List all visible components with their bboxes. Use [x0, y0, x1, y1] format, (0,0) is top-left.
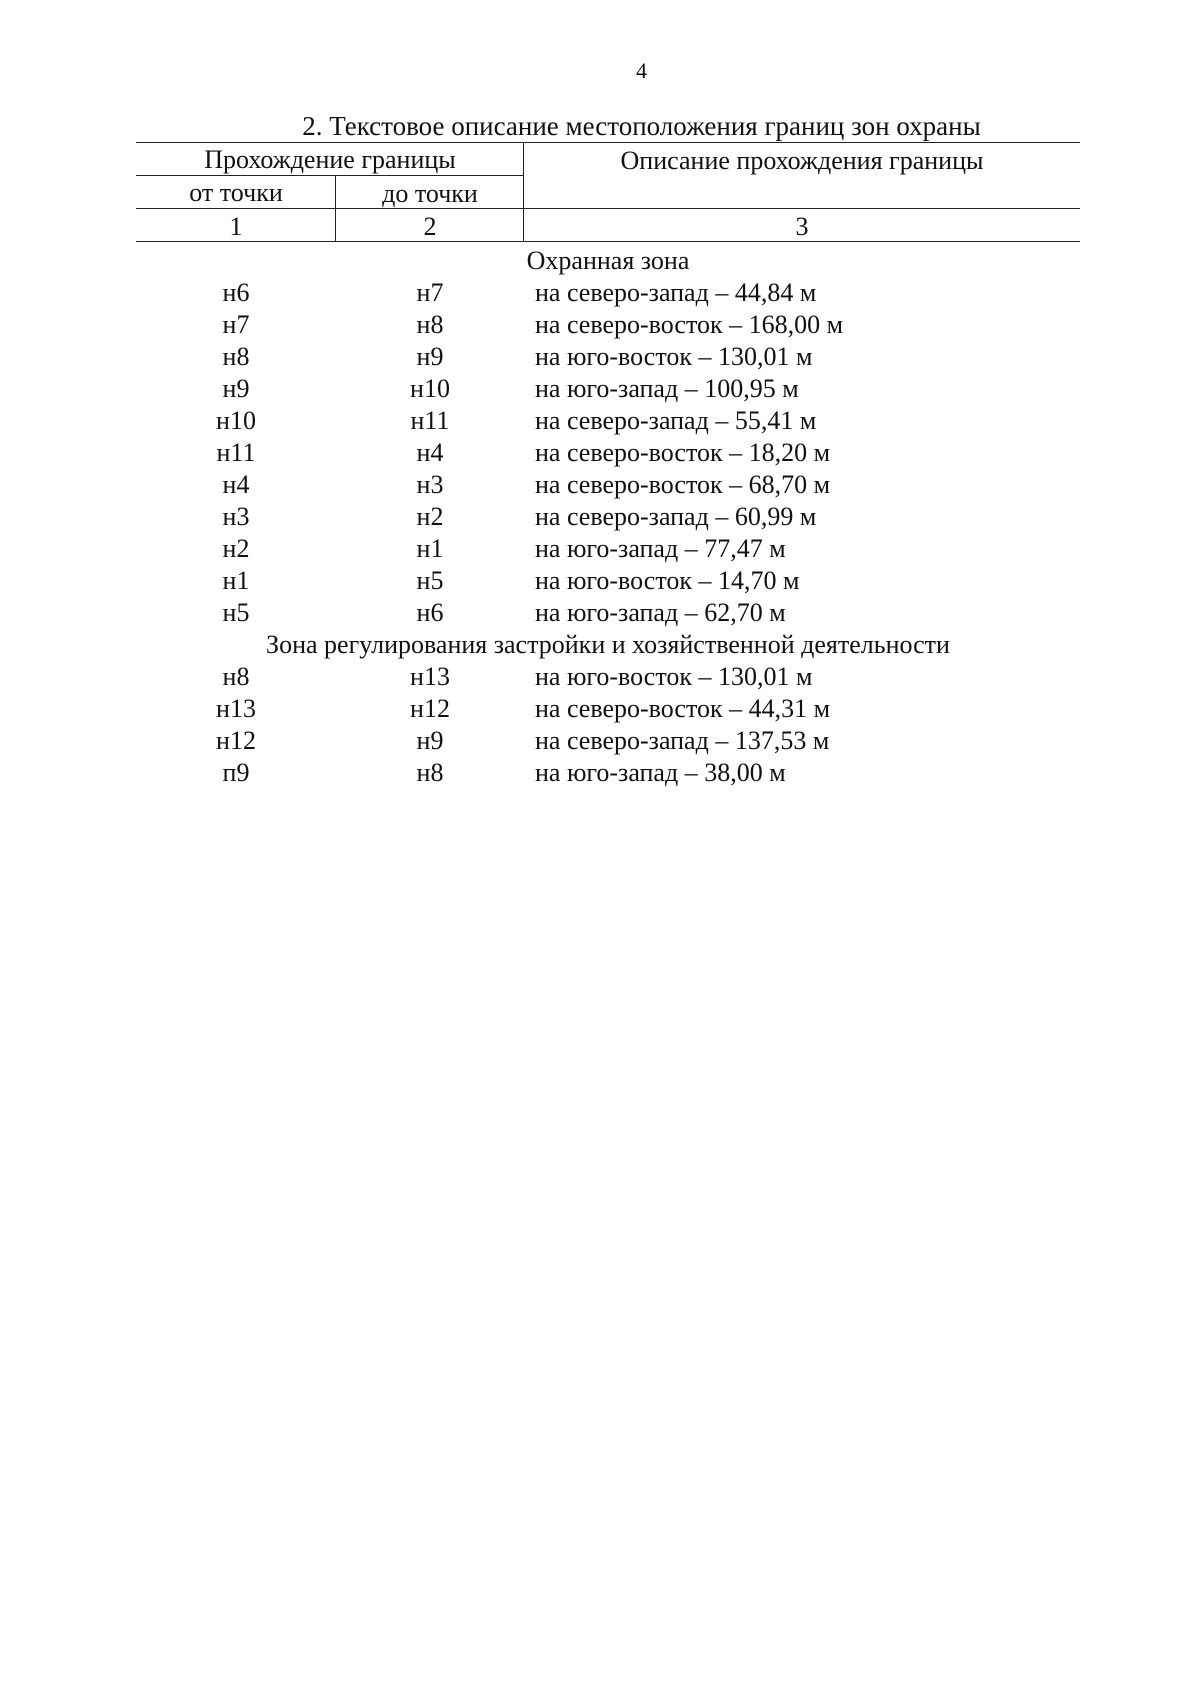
document-title: 2. Текстовое описание местоположения границ зон охраны	[302, 111, 981, 141]
from-point: н12	[216, 726, 256, 755]
from-point: н6	[222, 278, 250, 307]
boundary-description: на северо-запад – 137,53 м	[535, 726, 830, 755]
page-number: 4	[636, 58, 647, 83]
column-number-1: 1	[229, 212, 243, 241]
to-point: н11	[410, 406, 450, 435]
from-point: н5	[222, 598, 250, 627]
table-row	[0, 661, 1200, 693]
from-point: н8	[222, 342, 250, 371]
to-point: н6	[416, 598, 444, 627]
to-point: н3	[416, 470, 444, 499]
table-row	[0, 757, 1200, 789]
from-point: н7	[222, 310, 250, 339]
boundary-description: на юго-запад – 62,70 м	[535, 598, 786, 627]
boundary-description: на юго-запад – 100,95 м	[535, 374, 799, 403]
to-point: н8	[416, 758, 444, 787]
boundary-description: на юго-восток – 130,01 м	[535, 662, 813, 691]
from-point: н8	[222, 662, 250, 691]
column-number-3: 3	[795, 212, 809, 241]
boundary-description: на северо-восток – 18,20 м	[535, 438, 831, 467]
to-point: н8	[416, 310, 444, 339]
from-point: н11	[216, 438, 256, 467]
table-row	[0, 533, 1200, 565]
table-row	[0, 341, 1200, 373]
table-row	[0, 405, 1200, 437]
header-to-label: до точки	[382, 179, 478, 208]
table-row	[0, 309, 1200, 341]
column-number-2: 2	[423, 212, 437, 241]
from-point: н3	[222, 502, 250, 531]
boundary-description: на юго-запад – 77,47 м	[535, 534, 786, 563]
header-description-label: Описание прохождения границы	[620, 146, 984, 175]
table-row	[0, 597, 1200, 629]
section-title: Зона регулирования застройки и хозяйственной деятельности	[266, 630, 950, 659]
to-point: н13	[410, 662, 450, 691]
to-point: н9	[416, 726, 444, 755]
boundary-description: на северо-восток – 68,70 м	[535, 470, 831, 499]
boundary-description: на северо-восток – 168,00 м	[535, 310, 844, 339]
boundary-description: на юго-восток – 14,70 м	[535, 566, 800, 595]
from-point: н1	[222, 566, 250, 595]
table-top-border	[136, 142, 1080, 143]
boundary-description: на северо-восток – 44,31 м	[535, 694, 831, 723]
from-point: п9	[222, 758, 250, 787]
table-row	[0, 277, 1200, 309]
to-point: н1	[416, 534, 444, 563]
table-row	[0, 693, 1200, 725]
from-point: н10	[216, 406, 256, 435]
boundary-description: на северо-запад – 60,99 м	[535, 502, 817, 531]
boundary-description: на северо-запад – 55,41 м	[535, 406, 817, 435]
from-point: н2	[222, 534, 250, 563]
header-group-label: Прохождение границы	[204, 145, 456, 174]
to-point: н10	[410, 374, 450, 403]
boundary-description: на юго-запад – 38,00 м	[535, 758, 786, 787]
table-row	[0, 565, 1200, 597]
table-row	[0, 725, 1200, 757]
table-row	[0, 469, 1200, 501]
to-point: н4	[416, 438, 444, 467]
section-title: Охранная зона	[526, 246, 690, 275]
to-point: н9	[416, 342, 444, 371]
from-point: н4	[222, 470, 250, 499]
to-point: н12	[410, 694, 450, 723]
to-point: н2	[416, 502, 444, 531]
to-point: н7	[416, 278, 444, 307]
table-row	[0, 501, 1200, 533]
header-from-label: от точки	[189, 178, 283, 207]
from-point: н9	[222, 374, 250, 403]
from-point: н13	[216, 694, 256, 723]
boundary-description: на юго-восток – 130,01 м	[535, 342, 813, 371]
table-row	[0, 437, 1200, 469]
to-point: н5	[416, 566, 444, 595]
boundary-description: на северо-запад – 44,84 м	[535, 278, 817, 307]
table-row	[0, 373, 1200, 405]
